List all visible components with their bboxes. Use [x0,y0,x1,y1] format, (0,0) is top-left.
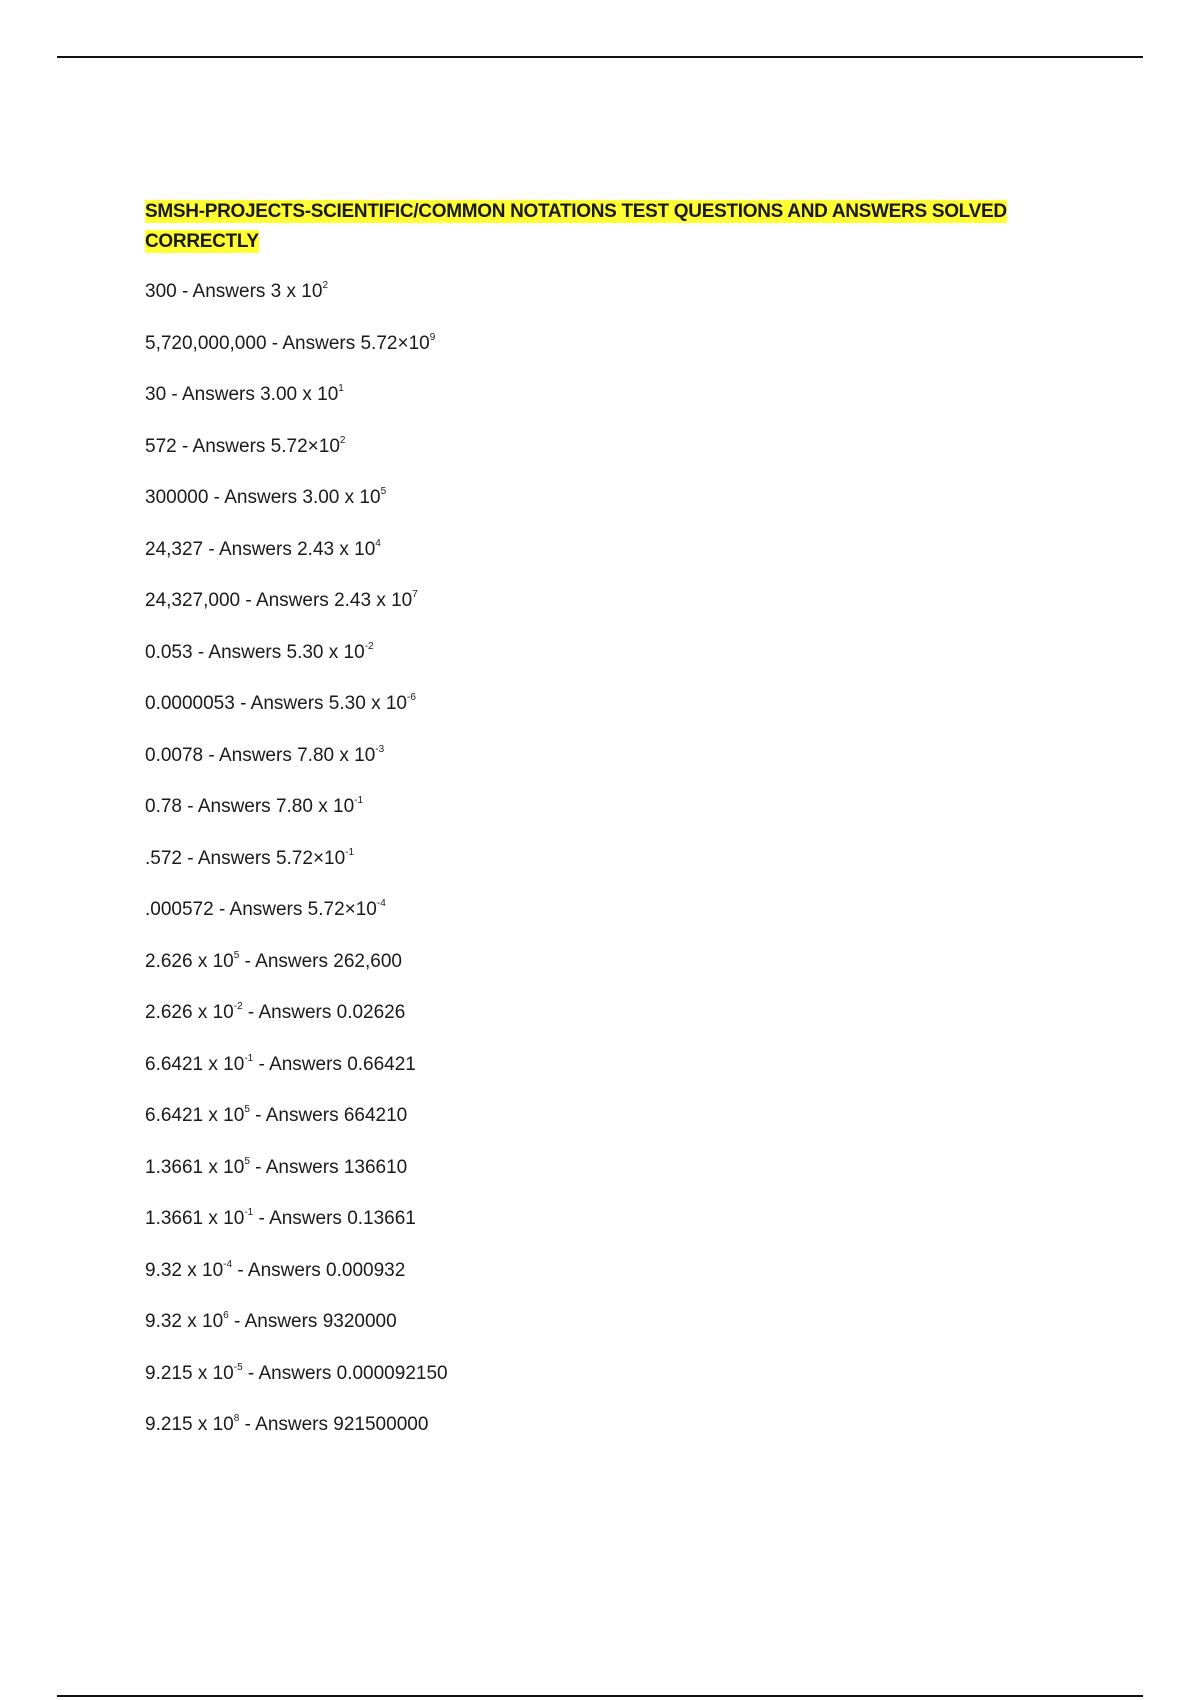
question-exponent: -1 [244,1207,254,1218]
qa-item [145,686,448,738]
answer-text: Answers 5.30 x 10 [250,693,407,714]
qa-item [145,1150,448,1202]
answer-text: Answers 0.02626 [258,1002,406,1023]
question-exponent: 6 [223,1310,229,1321]
qa-item [145,738,448,790]
answer-exponent: 5 [380,486,387,497]
answer-text: Answers 5.30 x 10 [208,641,365,663]
qa-item [145,892,448,944]
question-text: 9.32 x 10 [145,1311,224,1332]
question-text: 300000 [145,487,209,508]
answer-text: Answers 0.13661 [269,1208,416,1229]
answer-exponent: 9 [429,331,436,343]
separator: - [253,1053,270,1075]
separator: - [181,796,198,817]
qa-item [145,1304,448,1356]
answer-exponent: -1 [345,846,355,858]
question-text: 9.215 x 10 [145,1362,234,1384]
qa-item [145,1098,448,1150]
question-exponent: 8 [233,1413,240,1424]
question-text: 24,327 [145,538,204,560]
question-text: 6.6421 x 10 [145,1053,245,1075]
separator: - [166,384,182,405]
question-text: 1.3661 x 10 [145,1156,245,1178]
separator: - [266,332,283,354]
separator: - [181,847,198,869]
separator: - [239,1414,256,1435]
answer-text: Answers 5.72×10 [229,899,377,920]
qa-item [145,1253,448,1305]
qa-item [145,1047,448,1099]
question-exponent: -1 [244,1052,254,1064]
answer-exponent: -4 [376,898,386,909]
question-text: 300 [145,281,177,302]
question-exponent: 5 [244,1155,250,1167]
qa-item [145,532,448,584]
qa-item [145,995,448,1047]
question-exponent: 5 [244,1104,250,1115]
question-exponent: 5 [233,949,240,961]
answer-text: Answers 5.72×10 [197,847,346,869]
question-text: 30 [145,384,167,405]
answer-text: Answers 0.66421 [269,1053,416,1075]
separator: - [176,281,193,302]
question-text: 24,327,000 [145,590,241,611]
qa-item [145,480,448,532]
qa-list [145,274,448,1459]
answer-text: Answers 7.80 x 10 [218,744,376,766]
answer-exponent: -3 [375,743,385,755]
question-text: 9.32 x 10 [145,1259,224,1281]
answer-text: Answers 3.00 x 10 [224,487,381,508]
question-exponent: -4 [223,1258,233,1270]
answer-text: Answers 7.80 x 10 [197,796,355,817]
separator: - [249,1156,266,1178]
qa-item [145,789,448,841]
answer-text: Answers 262,600 [255,950,402,972]
separator: - [192,641,209,663]
question-text: 0.053 [145,641,193,663]
answer-text: Answers 136610 [265,1156,408,1178]
question-exponent: -2 [233,1001,243,1012]
answer-exponent: 7 [412,589,418,600]
qa-item [145,841,448,893]
answer-exponent: -6 [406,692,416,703]
answer-text: Answers 2.43 x 10 [255,590,413,611]
qa-item [145,377,448,429]
separator: - [232,1259,248,1281]
separator: - [203,538,219,560]
separator: - [249,1105,266,1126]
question-text: 2.626 x 10 [145,950,234,972]
answer-text: Answers 9320000 [244,1311,397,1332]
question-text: 6.6421 x 10 [145,1105,245,1126]
answer-text: Answers 0.000092150 [258,1362,448,1384]
question-text: 9.215 x 10 [145,1414,234,1435]
answer-text: Answers 0.000932 [247,1259,406,1281]
qa-item [145,1407,448,1459]
separator: - [240,590,256,611]
answer-exponent: -1 [354,795,364,806]
answer-text: Answers 921500000 [255,1414,429,1435]
question-text: 2.626 x 10 [145,1002,234,1023]
question-text: .000572 [145,899,214,920]
qa-item [145,1201,448,1253]
qa-item [145,635,448,687]
separator: - [239,950,256,972]
answer-text: Answers 2.43 x 10 [218,538,376,560]
document-title-text: SMSH-PROJECTS-SCIENTIFIC/COMMON NOTATIONS TEST QUESTIONS AND ANSWERS SOLVED CORRECTLY [145,201,1007,252]
question-text: 0.78 [145,796,182,817]
question-text: 5,720,000,000 [145,332,267,354]
answer-text: Answers 664210 [265,1105,408,1126]
question-text: 572 [145,435,177,457]
separator: - [242,1362,259,1384]
qa-item [145,326,448,378]
answer-text: Answers 3 x 10 [192,281,323,302]
document-title [145,197,1025,257]
qa-item [145,583,448,635]
header-rule [57,56,1143,58]
question-text: 1.3661 x 10 [145,1208,245,1229]
qa-item [145,429,448,481]
question-text: .572 [145,847,182,869]
separator: - [213,899,230,920]
answer-text: Answers 5.72×10 [192,435,340,457]
separator: - [176,435,193,457]
qa-item [145,1356,448,1408]
answer-exponent: 2 [322,280,329,291]
qa-item [145,274,448,326]
footer-rule [57,1695,1143,1697]
qa-item [145,944,448,996]
answer-exponent: 1 [338,383,344,394]
separator: - [203,744,219,766]
answer-exponent: 2 [339,434,346,446]
separator: - [228,1311,245,1332]
separator: - [242,1002,259,1023]
answer-text: Answers 5.72×10 [282,332,430,354]
answer-exponent: -2 [364,640,374,652]
separator: - [234,693,251,714]
question-exponent: -5 [233,1361,243,1373]
question-text: 0.0078 [145,744,204,766]
answer-exponent: 4 [375,537,381,549]
separator: - [208,487,225,508]
separator: - [253,1208,270,1229]
question-text: 0.0000053 [145,693,235,714]
answer-text: Answers 3.00 x 10 [181,384,339,405]
